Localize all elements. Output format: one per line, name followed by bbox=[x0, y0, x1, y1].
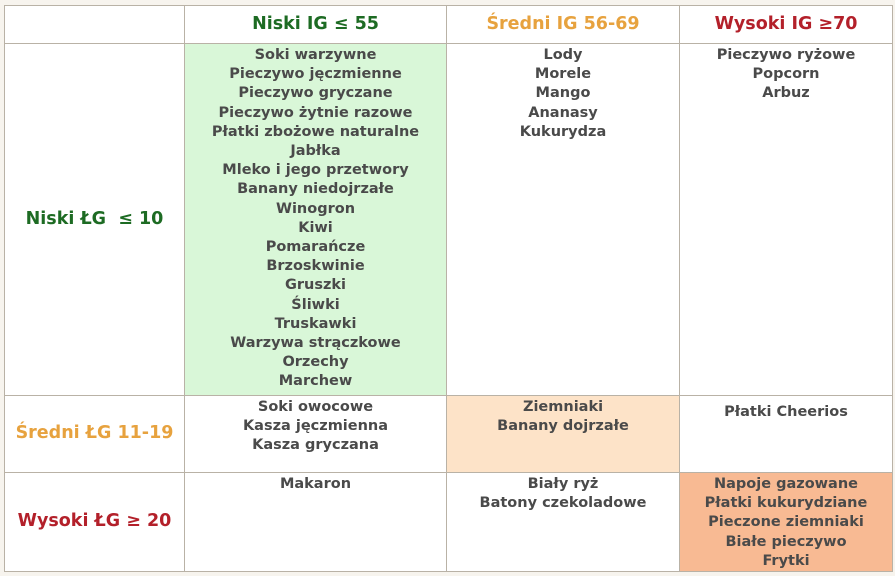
food-item: Płatki kukurydziane bbox=[704, 495, 868, 512]
food-item: Batony czekoladowe bbox=[479, 495, 647, 512]
food-item: Warzywa strączkowe bbox=[230, 335, 401, 352]
food-item: Białe pieczywo bbox=[725, 533, 847, 550]
food-item: Soki warzywne bbox=[254, 47, 377, 63]
cell-low-lg-high-ig bbox=[680, 44, 893, 396]
food-item: Pomarańcze bbox=[265, 239, 366, 256]
food-item: Morele bbox=[534, 66, 592, 83]
food-item: Pieczywo żytnie razowe bbox=[218, 104, 413, 121]
row-header-low-lg: Niski ŁG ≤ 10 bbox=[5, 44, 185, 396]
food-item: Biały ryż bbox=[527, 476, 599, 492]
food-item: Mleko i jego przetwory bbox=[222, 162, 409, 179]
food-item: Banany dojrzałe bbox=[497, 418, 629, 435]
food-item: Pieczone ziemniaki bbox=[708, 514, 864, 531]
cell-mid-lg-mid-ig bbox=[447, 396, 680, 473]
cell-mid-lg-low-ig bbox=[185, 396, 447, 473]
corner-cell bbox=[5, 6, 185, 44]
food-item: Kukurydza bbox=[519, 123, 607, 140]
row-header-high-lg: Wysoki ŁG ≥ 20 bbox=[5, 473, 185, 572]
food-item: Makaron bbox=[279, 476, 352, 492]
header-low-ig: Niski IG ≤ 55 bbox=[185, 6, 447, 44]
food-item: Kasza jęczmienna bbox=[242, 418, 389, 435]
food-item: Brzoskwinie bbox=[266, 258, 365, 275]
food-item: Mango bbox=[535, 85, 591, 102]
cell-mid-lg-high-ig bbox=[680, 396, 893, 473]
food-item: Kasza gryczana bbox=[252, 437, 379, 454]
food-item: Lody bbox=[543, 47, 583, 63]
food-item: Gruszki bbox=[284, 277, 347, 294]
food-item: Soki owocowe bbox=[257, 399, 374, 415]
cell-high-lg-low-ig bbox=[185, 473, 447, 572]
food-item: Winogron bbox=[275, 200, 356, 217]
food-item: Ziemniaki bbox=[522, 399, 604, 415]
food-item: Marchew bbox=[278, 373, 353, 390]
cell-low-lg-mid-ig bbox=[447, 44, 680, 396]
food-item: Orzechy bbox=[282, 354, 349, 371]
glycemic-table bbox=[4, 5, 893, 572]
food-item: Truskawki bbox=[274, 315, 357, 332]
food-item: Pieczywo jęczmienne bbox=[229, 66, 402, 83]
cell-high-lg-high-ig bbox=[680, 473, 893, 572]
food-item: Napoje gazowane bbox=[713, 476, 859, 492]
food-item: Pieczywo ryżowe bbox=[716, 47, 856, 63]
food-item: Frytki bbox=[762, 552, 810, 569]
food-item: Ananasy bbox=[528, 104, 598, 121]
food-item: Kiwi bbox=[298, 219, 333, 236]
food-item: Arbuz bbox=[762, 85, 810, 102]
food-item: Popcorn bbox=[752, 66, 820, 83]
food-item: Jabłka bbox=[290, 143, 341, 160]
food-item: Śliwki bbox=[291, 296, 340, 313]
food-item: Płatki Cheerios bbox=[724, 404, 848, 420]
header-high-ig: Wysoki IG ≥70 bbox=[680, 6, 893, 44]
row-header-mid-lg: Średni ŁG 11-19 bbox=[5, 396, 185, 473]
cell-low-lg-low-ig bbox=[185, 44, 447, 396]
food-item: Płatki zbożowe naturalne bbox=[211, 123, 420, 140]
food-item: Pieczywo gryczane bbox=[238, 85, 393, 102]
header-mid-ig: Średni IG 56-69 bbox=[447, 6, 680, 44]
cell-high-lg-mid-ig bbox=[447, 473, 680, 572]
food-item: Banany niedojrzałe bbox=[237, 181, 394, 198]
